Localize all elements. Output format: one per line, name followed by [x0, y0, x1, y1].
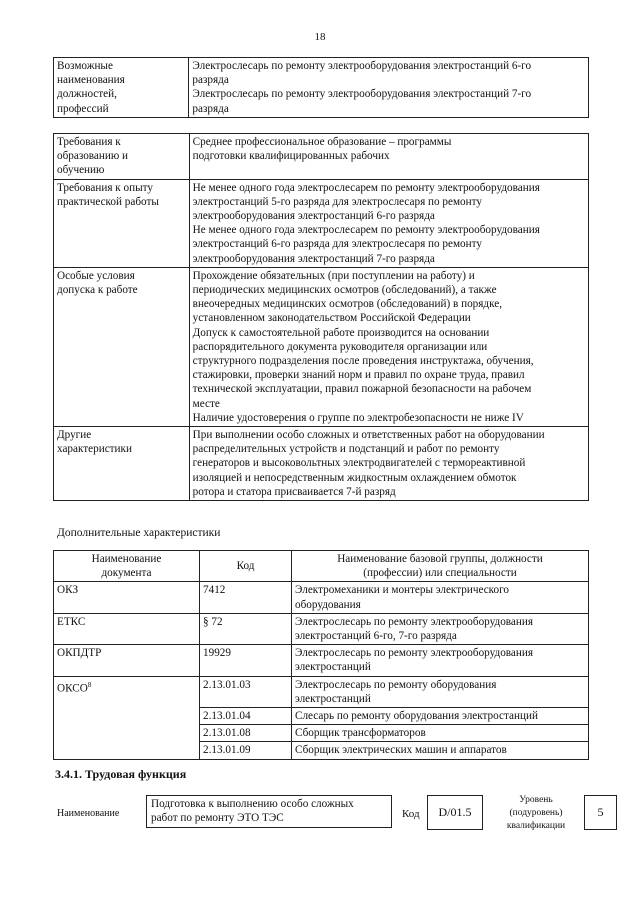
- row-name: Электромеханики и монтеры электрического оборудования: [292, 582, 589, 613]
- row-document: ОКСО$^8$: [54, 676, 200, 759]
- row-code: 2.13.01.04: [200, 708, 292, 725]
- row-code: 2.13.01.03: [200, 676, 292, 707]
- table-header-row: [54, 551, 589, 582]
- requirement-row-other: [54, 427, 589, 501]
- row-code: § 72: [200, 613, 292, 644]
- requirement-value: Прохождение обязательных (при поступлении на работу) и периодических медицинских осмотров (обследований), а также внеочередных медицинских осмотров (обследований) в порядке, установленном законодательством Российской Федерации Допуск к самостоятельной работе производится на основании распорядительного документа руководителя организации или структурного подразделения после проведения инструктажа, обучения, стажировки, проверки знаний норм и правил по охране труда, правил технической эксплуатации, правил пожарной безопасности на рабочем месте Наличие удостоверения о группе по электробезопасности не ниже IV: [189, 267, 588, 426]
- job-titles-table: [53, 57, 589, 118]
- table-row: [54, 582, 589, 613]
- code-label: Код: [402, 808, 420, 820]
- header-base-group: Наименование базовой группы, должности (профессии) или специальности: [292, 551, 589, 582]
- requirement-row-education: [54, 134, 589, 180]
- table-row: [54, 645, 589, 676]
- table-row: [54, 676, 589, 707]
- function-code-box: D/01.5: [427, 795, 483, 830]
- requirement-row-admission: [54, 267, 589, 426]
- row-document: ОКПДТР: [54, 645, 200, 676]
- row-name: Электрослесарь по ремонту оборудования электростанций: [292, 676, 589, 707]
- row-name: Сборщик трансформаторов: [292, 725, 589, 742]
- row-document: ЕТКС: [54, 613, 200, 644]
- requirement-value: Не менее одного года электрослесарем по ремонту электрооборудования электростанций 5-го разряда для электрослесаря по ремонту электрооборудования электростанций 6-го разряда Не менее одного года электрослесарем по ремонту электрооборудования электростанций 6-го разряда для электрослесаря по ремонту электрооборудования электростанций 7-го разряда: [189, 179, 588, 267]
- function-name-box: Подготовка к выполнению особо сложных работ по ремонту ЭТО ТЭС: [146, 795, 392, 828]
- row-name: Сборщик электрических машин и аппаратов: [292, 742, 589, 759]
- row-name: Электрослесарь по ремонту электрооборудования электростанций 6-го, 7-го разряда: [292, 613, 589, 644]
- requirement-label: Требования к образованию и обучению: [54, 134, 190, 180]
- row-name: Слесарь по ремонту оборудования электростанций: [292, 708, 589, 725]
- header-code: Код: [200, 551, 292, 582]
- requirement-value: При выполнении особо сложных и ответственных работ на оборудовании распределительных устройств и подстанций и работ по ремонту генераторов и высоковольтных электродвигателей с термореактивной изоляцией и непосредственным жидкостным охлаждением обмоток ротора и статора присваивается 7-й разряд: [189, 427, 588, 501]
- header-document: Наименование документа: [54, 551, 200, 582]
- table-row: [54, 613, 589, 644]
- labor-function-title: 3.4.1. Трудовая функция: [55, 767, 187, 781]
- requirement-row-experience: [54, 179, 589, 267]
- row-code: 2.13.01.08: [200, 725, 292, 742]
- qualification-level-label: Уровень (подуровень) квалификации: [506, 795, 566, 831]
- name-label: Наименование: [57, 808, 120, 819]
- additional-characteristics-title: Дополнительные характеристики: [57, 527, 221, 539]
- job-titles-values: Электрослесарь по ремонту электрооборудования электростанций 6-го разряда Электрослесарь по ремонту электрооборудования электростанций 7-го разряда: [189, 58, 589, 118]
- row-code: 7412: [200, 582, 292, 613]
- row-name: Электрослесарь по ремонту электрооборудования электростанций: [292, 645, 589, 676]
- requirements-table: [53, 133, 589, 501]
- job-titles-label: Возможные наименования должностей, профессий: [54, 58, 189, 118]
- page-number: 18: [314, 31, 326, 43]
- footnote-marker: 8: [87, 680, 92, 689]
- row-document: ОКЗ: [54, 582, 200, 613]
- requirement-label: Особые условия допуска к работе: [54, 267, 190, 426]
- qualification-level-box: 5: [584, 795, 617, 830]
- row-code: 19929: [200, 645, 292, 676]
- row-code: 2.13.01.09: [200, 742, 292, 759]
- requirement-value: Среднее профессиональное образование – программы подготовки квалифицированных рабочих: [189, 134, 588, 180]
- requirement-label: Требования к опыту практической работы: [54, 179, 190, 267]
- additional-characteristics-table: [53, 550, 589, 760]
- requirement-label: Другие характеристики: [54, 427, 190, 501]
